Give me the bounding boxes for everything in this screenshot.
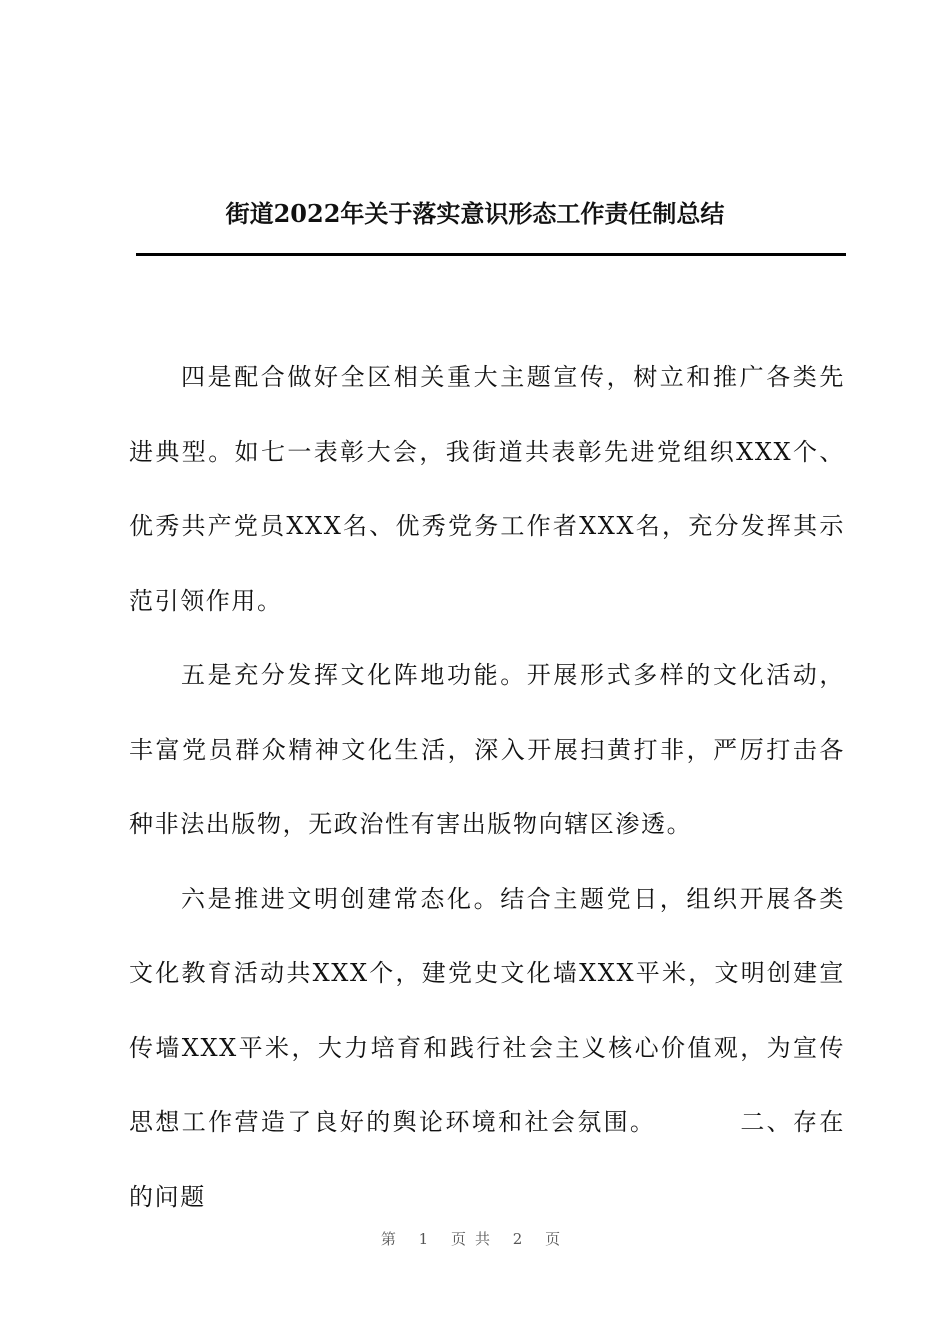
- document-body: [129, 340, 845, 1234]
- title-underline: [136, 253, 846, 256]
- paragraph-5: 五是充分发挥文化阵地功能。开展形式多样的文化活动，丰富党员群众精神文化生活，深入开展扫黄打非，严厉打击各种非法出版物，无政治性有害出版物向辖区渗透。: [129, 661, 845, 838]
- paragraph-6: [129, 862, 845, 1235]
- section-heading-problems: 二、存在的问题: [129, 1108, 846, 1211]
- paragraph-6-text: 六是推进文明创建常态化。结合主题党日，组织开展各类文化教育活动共XXX个，建党史文化墙XXX平米，文明创建宣传墙XXX平米，大力培育和践行社会主义核心价值观，为宣传思想工作营造了良好的舆论环境和社会氛围。: [129, 884, 845, 1136]
- page-number: 第 1 页共 2 页: [380, 1230, 570, 1248]
- paragraph-4: 四是配合做好全区相关重大主题宣传，树立和推广各类先进典型。如七一表彰大会，我街道共表彰先进党组织XXX个、优秀共产党员XXX名、优秀党务工作者XXX名，充分发挥其示范引领作用。: [129, 363, 845, 615]
- document-title: 街道2022年关于落实意识形态工作责任制总结: [225, 199, 725, 228]
